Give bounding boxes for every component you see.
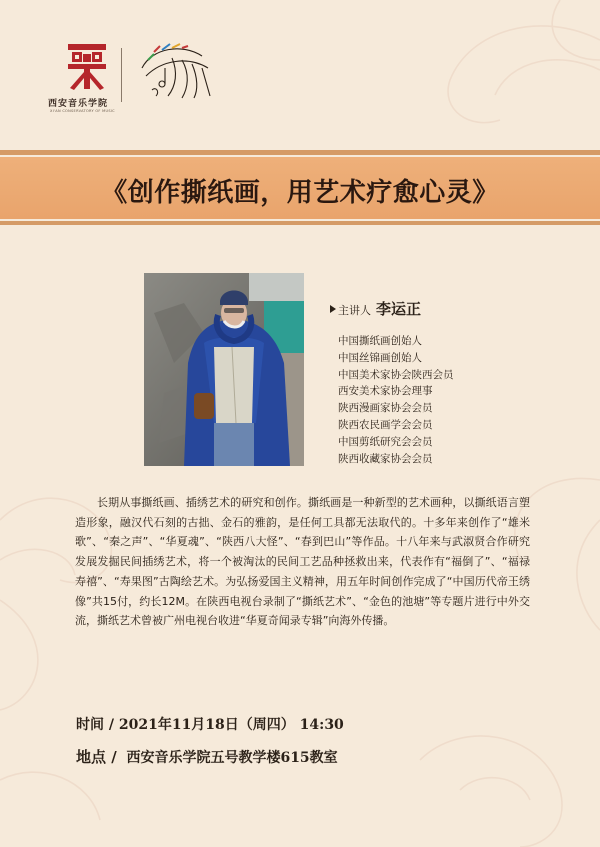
place-label: 地点 / bbox=[76, 748, 117, 766]
logo-divider bbox=[121, 48, 122, 102]
title-band-top-stripe bbox=[0, 150, 600, 155]
school-name: 西安音乐学院 bbox=[48, 99, 109, 109]
event-time: 时间 / 2021年11月18日（周四） 14:30 bbox=[76, 717, 344, 733]
event-place bbox=[76, 746, 338, 767]
header bbox=[0, 0, 600, 150]
speaker-label: 主讲人 bbox=[338, 304, 371, 317]
music-emblem-icon bbox=[132, 38, 216, 102]
speaker-name: 李运正 bbox=[376, 300, 422, 318]
title-band-bottom-stripe bbox=[0, 221, 600, 225]
place-value: 西安音乐学院五号教学楼615教室 bbox=[126, 750, 338, 766]
speaker-photo bbox=[144, 273, 304, 466]
list-item: 中国撕纸画创始人 bbox=[338, 335, 422, 347]
school-name-en: XI'AN CONSERVATORY OF MUSIC bbox=[50, 109, 115, 113]
list-item: 中国剪纸研究会会员 bbox=[338, 435, 433, 448]
list-item: 陕西农民画学会会员 bbox=[338, 418, 433, 431]
list-item: 陕西漫画家协会会员 bbox=[338, 402, 433, 415]
list-item: 陕西收藏家协会会员 bbox=[338, 452, 433, 465]
school-seal-logo-icon bbox=[64, 42, 110, 92]
list-item: 中国丝锦画创始人 bbox=[338, 351, 422, 364]
speaker-roles-list bbox=[338, 333, 454, 467]
list-item: 西安美术家协会理事 bbox=[338, 385, 433, 398]
speaker-heading bbox=[330, 298, 421, 319]
event-title: 《创作撕纸画，用艺术疗愈心灵》 bbox=[101, 178, 499, 208]
bullet-triangle-icon bbox=[330, 305, 336, 313]
list-item: 中国美术家协会陕西会员 bbox=[338, 368, 454, 381]
speaker-bio: 长期从事撕纸画、插绣艺术的研究和创作。撕纸画是一种新型的艺术画种，以撕纸语言塑造形象，融汉代石刻的古拙、金石的雅韵，是任何工具都无法取代的。十多年来创作了“雄米歌”、“秦之声”、“华夏魂”、“陕西八大怪”、“春到巴山”等作品。十八年来与武淑贤合作研究发展发掘民间插绣艺术，将一个被淘汰的民间工艺品种拯救出来，代表作有“福倒了”、“福禄寿禧”、“寿果图”古陶绘艺术。为弘扬爱国主义精神，用五年时间创作完成了“中国历代帝王绣像”共15付，约长12M。在陕西电视台录制了“撕纸艺术”、“金色的池塘”等专题片进行中外交流，撕纸艺术曾被广州电视台收进“华夏奇闻录专辑”向海外传播。 bbox=[75, 496, 530, 628]
